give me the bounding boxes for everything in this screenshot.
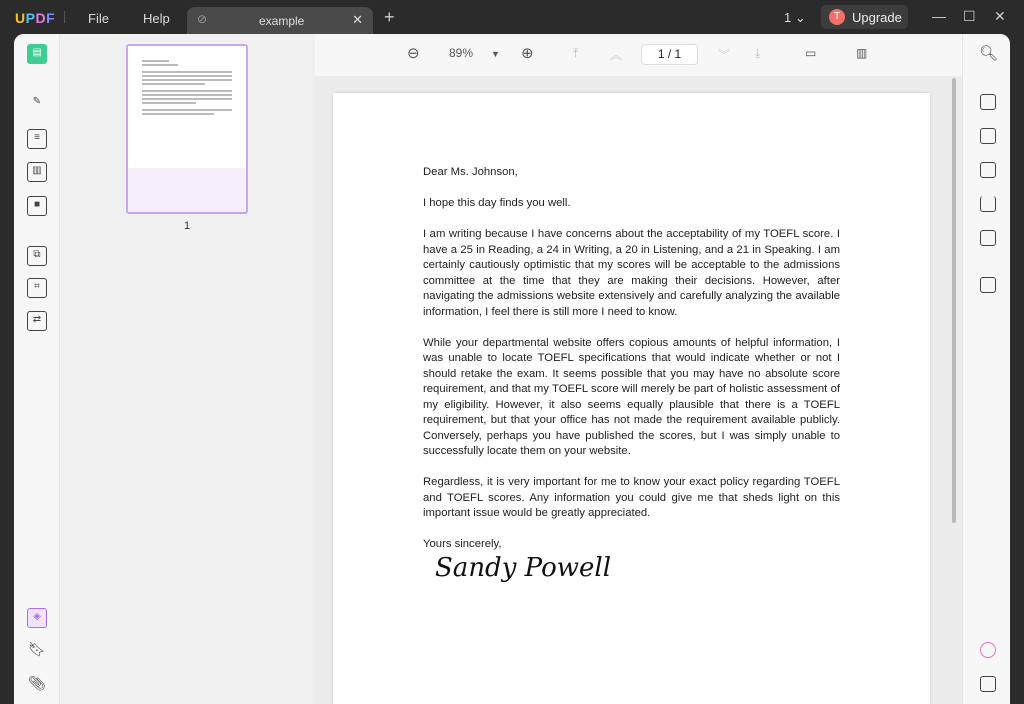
paragraph: I hope this day finds you well. bbox=[423, 197, 571, 209]
signature: Sandy Powell bbox=[435, 552, 612, 583]
form-icon[interactable]: ▥ bbox=[27, 162, 47, 182]
page-display-icon[interactable]: ▥ bbox=[856, 46, 868, 60]
next-page-icon[interactable]: ︾ bbox=[718, 48, 731, 62]
paragraph: Regardless, it is very important for me to know your exact policy regarding TOEFL and TOEFL scores. Any information you could give me that sheds light on this important issue would be greatly appreciated. bbox=[423, 476, 840, 519]
unsaved-icon: ⊘ bbox=[197, 12, 208, 26]
tab-example[interactable] bbox=[187, 7, 373, 34]
chevron-down-icon: ⌄ bbox=[794, 10, 806, 25]
menu-help[interactable]: Help bbox=[143, 11, 170, 26]
vertical-scrollbar[interactable] bbox=[952, 78, 956, 523]
paragraph: While your departmental website offers copious amounts of helpful information, I was unable to locate TOEFL specifications that would indicate whether or not I should retake the exam. It seems possible that you may have no absolute score requirement, and that my TOEFL score will merely be part of holistic assessment of my eligibility. However, it also seems equally plausible that there is a TOEFL requirement, but that your office has not made the requirement available publicly. Conversely, perhaps you have published the scores, but I was simply unable to successfully locate them on your website. bbox=[423, 336, 840, 457]
page-thumbnail[interactable] bbox=[126, 44, 248, 214]
new-tab-button[interactable]: + bbox=[384, 7, 395, 27]
menu-file[interactable]: File bbox=[88, 11, 109, 26]
thumbnail-page-number: 1 bbox=[184, 220, 191, 232]
salutation: Dear Ms. Johnson, bbox=[423, 166, 518, 178]
comment-icon[interactable]: ✎ bbox=[32, 96, 42, 107]
paragraph: I am writing because I have concerns about the acceptability of my TOEFL score. I have a 25 in Reading, a 24 in Writing, a 20 in Listening, and a 21 in Speaking. I am certainly cautiously optimistic that my scores will be acceptable to the admissions committee at the time that they are making their decisions. However, after navigating the admissions website extensively and carefully analyzing the available information, I feel there is still more I need to know. bbox=[423, 228, 840, 318]
first-page-icon[interactable]: ⤒ bbox=[573, 46, 579, 60]
updf-logo: UPDF bbox=[15, 10, 56, 26]
redact-icon[interactable]: ■ bbox=[27, 196, 47, 216]
close-window-button[interactable]: ✕ bbox=[994, 8, 1006, 24]
zoom-dropdown-icon[interactable]: ▼ bbox=[491, 49, 500, 59]
upgrade-button[interactable]: T Upgrade bbox=[821, 5, 908, 29]
convert-icon[interactable]: ⇄ bbox=[27, 311, 47, 331]
app-body bbox=[14, 34, 1010, 704]
zoom-in-icon[interactable]: ⊕ bbox=[521, 45, 534, 62]
convert-pdf-icon[interactable] bbox=[980, 128, 996, 144]
share-icon[interactable] bbox=[980, 196, 996, 212]
document-view bbox=[315, 34, 962, 704]
page-number-input[interactable]: 1 / 1 bbox=[641, 44, 698, 65]
email-icon[interactable] bbox=[980, 230, 996, 246]
crop-icon[interactable]: ⌗ bbox=[27, 278, 47, 298]
left-toolbar bbox=[14, 34, 60, 704]
bookmark-icon[interactable]: 🔖︎ bbox=[28, 641, 46, 657]
title-bar bbox=[0, 0, 1024, 34]
presentation-icon[interactable]: ▭ bbox=[805, 46, 817, 60]
maximize-button[interactable]: ☐ bbox=[963, 8, 976, 24]
zoom-level[interactable]: 89% bbox=[449, 46, 474, 60]
protect-icon[interactable] bbox=[980, 162, 996, 178]
organize-pages-icon[interactable]: ⧉ bbox=[27, 246, 47, 266]
ocr-icon[interactable] bbox=[980, 94, 996, 110]
comments-icon[interactable] bbox=[980, 676, 996, 692]
zoom-out-icon[interactable]: ⊖ bbox=[407, 45, 420, 62]
attachment-icon[interactable]: 📎︎ bbox=[28, 675, 46, 691]
pdf-page bbox=[333, 93, 930, 704]
ai-assistant-icon[interactable] bbox=[980, 642, 996, 658]
tab-title: example bbox=[259, 14, 305, 28]
closing: Yours sincerely, bbox=[423, 538, 502, 550]
layers-icon[interactable]: ◈ bbox=[27, 608, 47, 628]
previous-page-icon[interactable]: ︽ bbox=[610, 48, 623, 62]
view-toolbar bbox=[315, 34, 962, 76]
last-page-icon[interactable]: ⤓ bbox=[755, 46, 761, 60]
window-select[interactable]: 1 ⌄ bbox=[784, 10, 806, 25]
reader-icon[interactable]: ▤ bbox=[27, 44, 47, 64]
search-icon[interactable]: 🔍︎ bbox=[979, 45, 999, 62]
thumbnail-panel bbox=[60, 34, 315, 704]
right-toolbar bbox=[962, 34, 1010, 704]
divider bbox=[64, 11, 65, 23]
close-tab-icon[interactable]: ✕ bbox=[352, 12, 363, 27]
edit-pdf-icon[interactable]: ≡ bbox=[27, 129, 47, 149]
save-icon[interactable] bbox=[980, 277, 996, 293]
avatar: T bbox=[829, 9, 845, 25]
minimize-button[interactable]: — bbox=[932, 8, 946, 24]
